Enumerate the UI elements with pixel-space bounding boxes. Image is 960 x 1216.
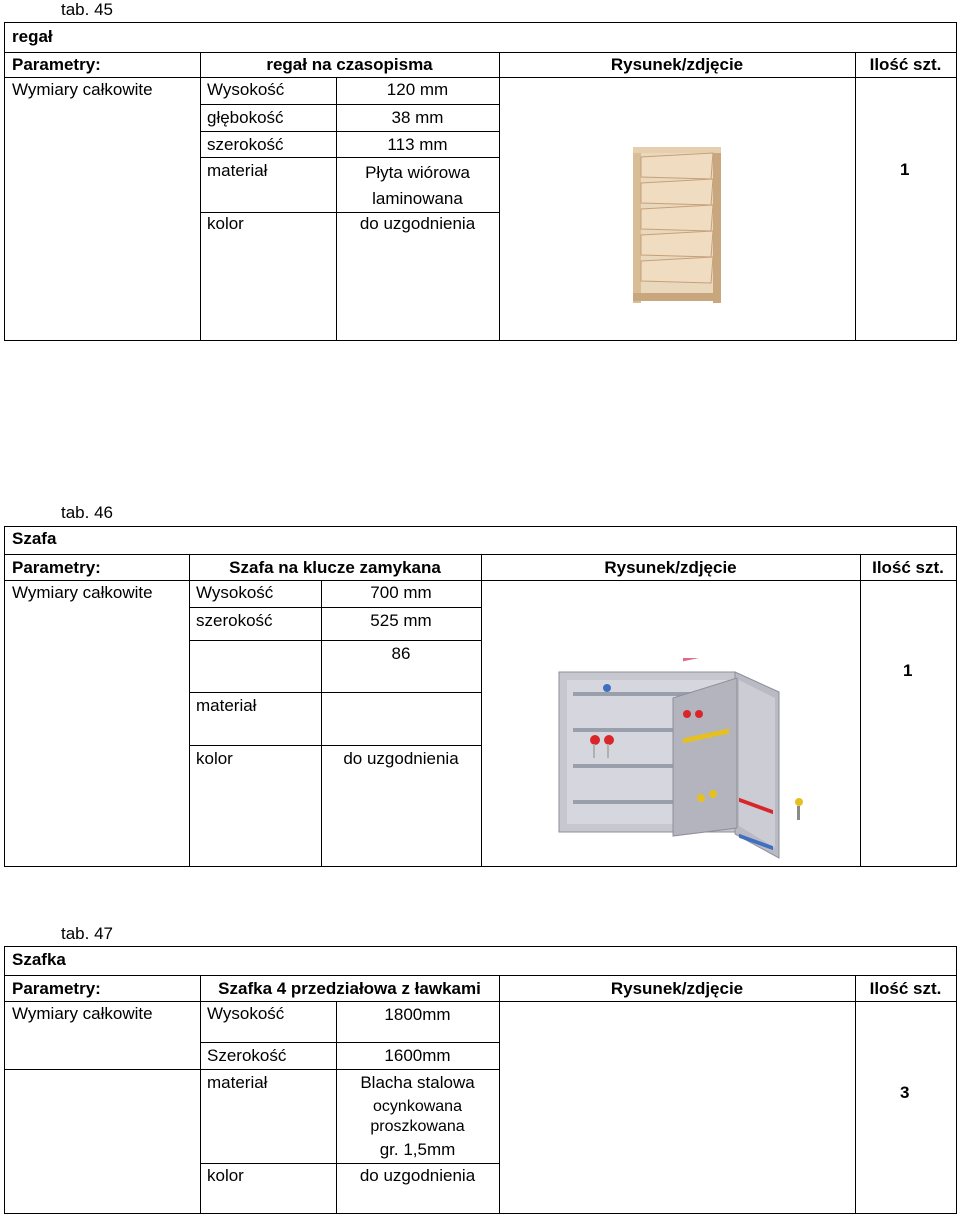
params-label: Parametry:	[12, 558, 101, 577]
row-label: szerokość	[207, 135, 284, 154]
row-value: do uzgodnienia	[343, 749, 459, 768]
row-value: 120 mm	[386, 80, 449, 99]
row-value-line2: laminowana	[372, 189, 463, 208]
row-label: szerokość	[196, 611, 273, 630]
row-value-line1: Płyta wiórowa	[365, 163, 470, 182]
dimensions-label: Wymiary całkowite	[12, 583, 153, 602]
row-label: kolor	[196, 749, 233, 768]
row-value: 113 mm	[387, 135, 448, 154]
row-value-line2: ocynkowana	[373, 1098, 462, 1115]
row-value: 86	[391, 644, 411, 663]
product-name: Szafa na klucze zamykana	[229, 558, 441, 577]
product-name: Szafka 4 przedziałowa z ławkami	[218, 979, 481, 998]
quantity-value: 3	[900, 1083, 910, 1102]
picture-header: Rysunek/zdjęcie	[610, 979, 744, 998]
row-label: kolor	[207, 214, 244, 233]
quantity-header: Ilość szt.	[869, 55, 942, 74]
row-value: do uzgodnienia	[359, 1166, 476, 1185]
section-title: regał	[12, 27, 53, 46]
quantity-value: 1	[900, 160, 910, 179]
row-value-line4: gr. 1,5mm	[379, 1140, 456, 1159]
row-value-line1: Blacha stalowa	[360, 1073, 475, 1092]
row-label: Wysokość	[196, 583, 274, 602]
row-value: 38 mm	[391, 108, 444, 127]
row-label: kolor	[207, 1166, 244, 1185]
product-name: regał na czasopisma	[266, 55, 433, 74]
magazine-shelf-image	[625, 143, 730, 305]
row-value: 1600mm	[384, 1046, 451, 1065]
row-label: materiał	[207, 161, 268, 180]
row-value: do uzgodnienia	[359, 214, 476, 233]
table-caption: tab. 46	[61, 503, 113, 522]
row-value: 525 mm	[370, 611, 432, 630]
params-label: Parametry:	[12, 979, 101, 998]
quantity-header: Ilość szt.	[872, 558, 944, 577]
row-label: Wysokość	[207, 80, 285, 99]
picture-header: Rysunek/zdjęcie	[604, 558, 737, 577]
row-label: Szerokość	[207, 1046, 287, 1065]
section-title: Szafka	[12, 950, 66, 969]
quantity-header: Ilość szt.	[869, 979, 942, 998]
table-caption: tab. 45	[61, 0, 113, 19]
dimensions-label: Wymiary całkowite	[12, 1004, 153, 1023]
quantity-value: 1	[903, 661, 913, 680]
params-label: Parametry:	[12, 55, 101, 74]
row-label: głębokość	[207, 108, 284, 127]
table-caption: tab. 47	[61, 924, 113, 943]
dimensions-label: Wymiary całkowite	[12, 80, 153, 99]
picture-header: Rysunek/zdjęcie	[610, 55, 744, 74]
row-value: 1800mm	[384, 1005, 451, 1024]
row-label: Wysokość	[207, 1004, 285, 1023]
row-label: materiał	[196, 696, 257, 715]
section-title: Szafa	[12, 529, 57, 548]
row-value-line3: proszkowana	[370, 1118, 465, 1135]
row-value: 700 mm	[370, 583, 432, 602]
key-cabinet-image	[487, 658, 855, 866]
row-label: materiał	[207, 1073, 268, 1092]
